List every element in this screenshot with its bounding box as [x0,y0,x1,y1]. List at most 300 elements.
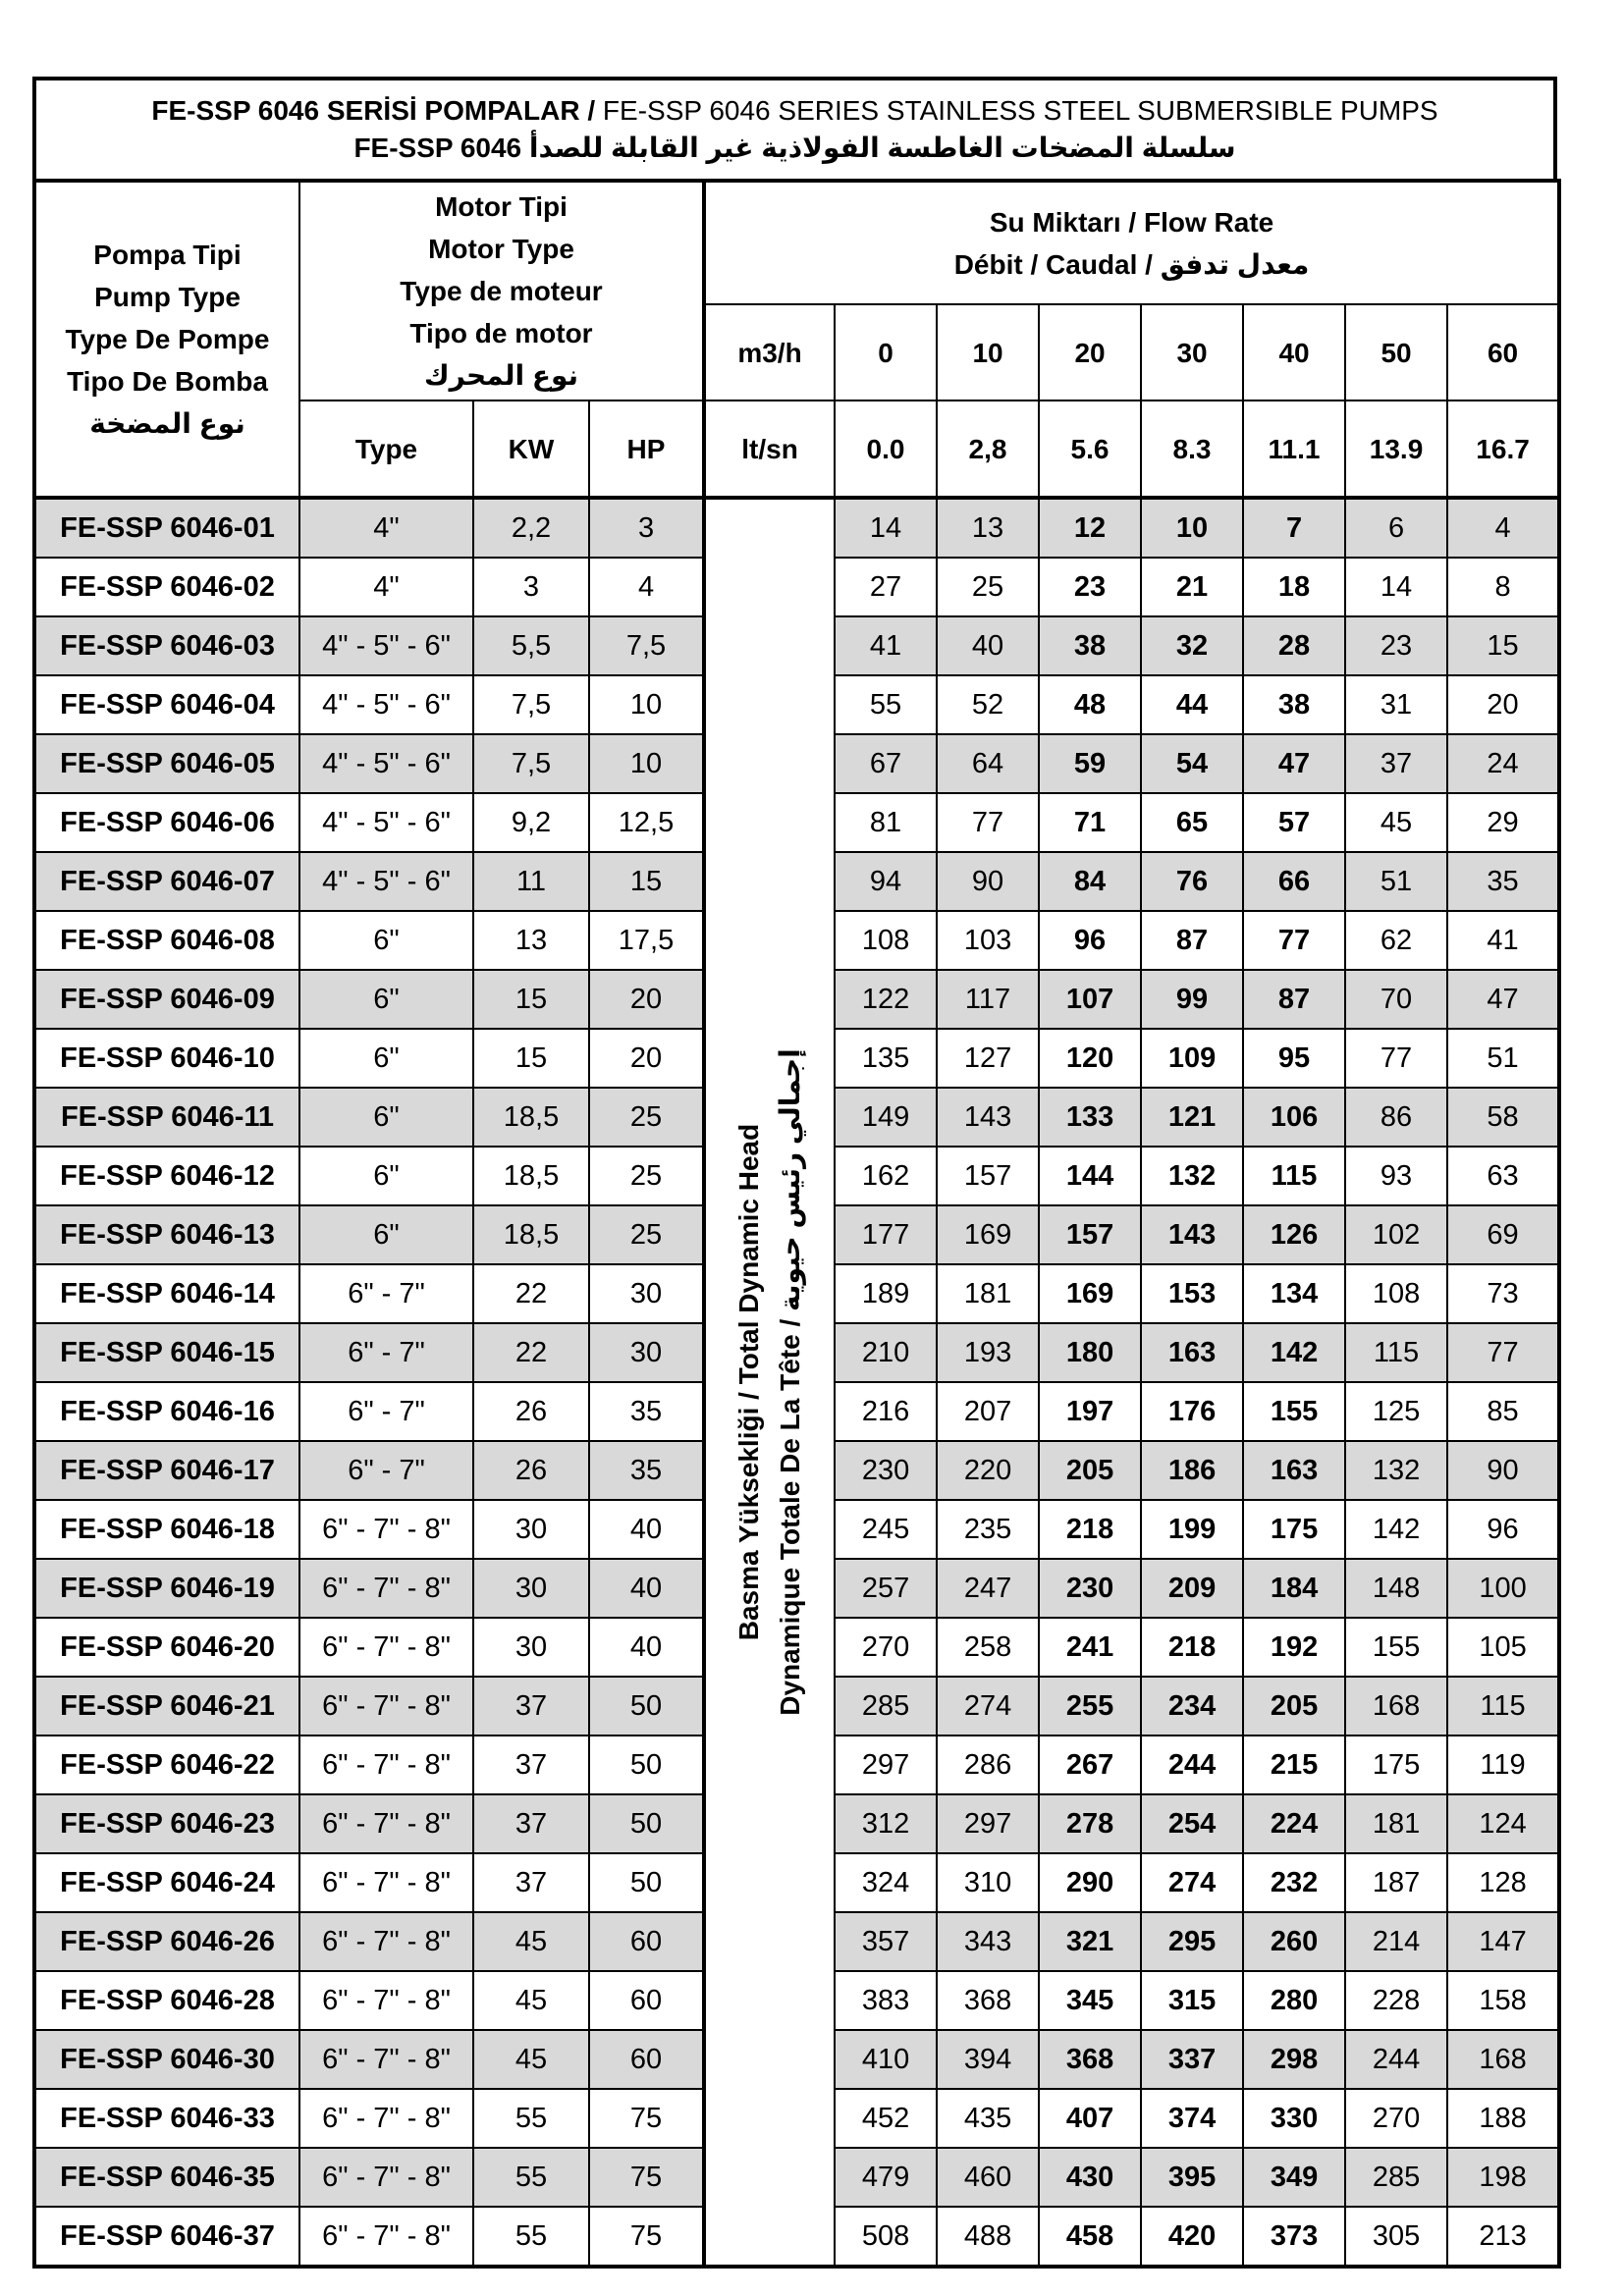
kw-cell: 18,5 [473,1205,589,1264]
flow-ltsn-value: 0.0 [835,400,937,498]
hp-cell: 50 [589,1853,704,1912]
flow-m3h-value: 10 [937,304,1039,400]
head-value-cell: 13 [937,498,1039,558]
head-value-cell: 115 [1345,1323,1447,1382]
head-value-cell: 181 [1345,1794,1447,1853]
head-value-cell: 77 [1447,1323,1559,1382]
head-value-cell: 122 [835,970,937,1029]
head-value-cell: 189 [835,1264,937,1323]
head-value-cell: 103 [937,911,1039,970]
head-value-cell: 394 [937,2030,1039,2089]
head-value-cell: 157 [1039,1205,1141,1264]
head-value-cell: 63 [1447,1147,1559,1205]
head-value-cell: 330 [1243,2089,1345,2148]
pump-model-cell: FE-SSP 6046-03 [34,616,299,675]
hp-cell: 60 [589,1971,704,2030]
head-value-cell: 337 [1141,2030,1243,2089]
head-value-cell: 119 [1447,1735,1559,1794]
kw-cell: 30 [473,1500,589,1559]
head-value-cell: 295 [1141,1912,1243,1971]
head-value-cell: 213 [1447,2207,1559,2267]
head-value-cell: 77 [937,793,1039,852]
head-value-cell: 197 [1039,1382,1141,1441]
head-value-cell: 257 [835,1559,937,1618]
head-value-cell: 163 [1141,1323,1243,1382]
head-value-cell: 121 [1141,1088,1243,1147]
motor-type-cell: 6" [299,1088,473,1147]
head-value-cell: 6 [1345,498,1447,558]
hp-cell: 25 [589,1088,704,1147]
motor-type-cell: 6" - 7" - 8" [299,1853,473,1912]
head-value-cell: 247 [937,1559,1039,1618]
head-value-cell: 94 [835,852,937,911]
head-value-cell: 255 [1039,1677,1141,1735]
pump-model-cell: FE-SSP 6046-06 [34,793,299,852]
motor-type-cell: 6" - 7" - 8" [299,2148,473,2207]
head-value-cell: 47 [1447,970,1559,1029]
head-value-cell: 285 [835,1677,937,1735]
head-value-cell: 224 [1243,1794,1345,1853]
motor-type-cell: 6" [299,970,473,1029]
head-value-cell: 48 [1039,675,1141,734]
head-value-cell: 175 [1345,1735,1447,1794]
head-value-cell: 76 [1141,852,1243,911]
head-value-cell: 368 [1039,2030,1141,2089]
head-value-cell: 77 [1243,911,1345,970]
hp-cell: 30 [589,1264,704,1323]
kw-cell: 18,5 [473,1088,589,1147]
head-value-cell: 220 [937,1441,1039,1500]
pump-model-cell: FE-SSP 6046-12 [34,1147,299,1205]
hp-cell: 35 [589,1382,704,1441]
motor-type-cell: 6" - 7" - 8" [299,1735,473,1794]
kw-cell: 55 [473,2207,589,2267]
head-value-cell: 55 [835,675,937,734]
head-value-cell: 35 [1447,852,1559,911]
motor-type-cell: 6" - 7" - 8" [299,1618,473,1677]
head-value-cell: 59 [1039,734,1141,793]
title-arabic: سلسلة المضخات الغاطسة الفولاذية غير القابلة للصدأ FE-SSP 6046 [353,133,1236,163]
head-value-cell: 234 [1141,1677,1243,1735]
head-value-cell: 297 [937,1794,1039,1853]
head-value-cell: 177 [835,1205,937,1264]
head-label-line: Basma Yüksekliği / Total Dynamic Head [733,1123,765,1641]
flow-ltsn-value: 11.1 [1243,400,1345,498]
head-value-cell: 305 [1345,2207,1447,2267]
pump-performance-table [32,179,1561,2269]
flow-m3h-value: 0 [835,304,937,400]
head-value-cell: 198 [1447,2148,1559,2207]
pump-model-cell: FE-SSP 6046-21 [34,1677,299,1735]
head-value-cell: 73 [1447,1264,1559,1323]
title-turkish: FE-SSP 6046 SERİSİ POMPALAR / [151,95,596,126]
flow-ltsn-value: 16.7 [1447,400,1559,498]
head-value-cell: 38 [1243,675,1345,734]
flow-rate-header [704,181,1559,304]
head-value-cell: 71 [1039,793,1141,852]
m3h-label: m3/h [704,304,835,400]
head-value-cell: 108 [1345,1264,1447,1323]
head-value-cell: 128 [1447,1853,1559,1912]
head-value-cell: 8 [1447,558,1559,616]
pump-type-es: Tipo De Bomba [67,366,268,397]
motor-type-header [299,181,704,400]
head-value-cell: 210 [835,1323,937,1382]
head-value-cell: 153 [1141,1264,1243,1323]
motor-type-ar: نوع المحرك [423,360,579,391]
head-value-cell: 51 [1345,852,1447,911]
motor-type-cell: 6" - 7" [299,1441,473,1500]
hp-cell: 10 [589,734,704,793]
head-value-cell: 37 [1345,734,1447,793]
head-value-cell: 205 [1243,1677,1345,1735]
pump-type-tr: Pompa Tipi [93,240,242,270]
head-value-cell: 245 [835,1500,937,1559]
head-value-cell: 218 [1141,1618,1243,1677]
head-value-cell: 181 [937,1264,1039,1323]
hp-cell: 40 [589,1500,704,1559]
motor-type-cell: 6" [299,1029,473,1088]
head-value-cell: 127 [937,1029,1039,1088]
head-value-cell: 100 [1447,1559,1559,1618]
pump-model-cell: FE-SSP 6046-01 [34,498,299,558]
motor-type-cell: 4" - 5" - 6" [299,793,473,852]
flow-m3h-value: 50 [1345,304,1447,400]
hp-cell: 4 [589,558,704,616]
head-value-cell: 20 [1447,675,1559,734]
hp-cell: 75 [589,2207,704,2267]
flow-ltsn-value: 8.3 [1141,400,1243,498]
head-value-cell: 148 [1345,1559,1447,1618]
head-value-cell: 125 [1345,1382,1447,1441]
motor-type-cell: 6" - 7" - 8" [299,1500,473,1559]
head-value-cell: 106 [1243,1088,1345,1147]
head-value-cell: 96 [1447,1500,1559,1559]
hp-cell: 50 [589,1794,704,1853]
pump-model-cell: FE-SSP 6046-37 [34,2207,299,2267]
head-value-cell: 290 [1039,1853,1141,1912]
head-value-cell: 254 [1141,1794,1243,1853]
head-value-cell: 38 [1039,616,1141,675]
pump-model-cell: FE-SSP 6046-16 [34,1382,299,1441]
motor-type-cell: 4" [299,558,473,616]
kw-cell: 22 [473,1323,589,1382]
type-header: Type [299,400,473,498]
pump-model-cell: FE-SSP 6046-30 [34,2030,299,2089]
head-value-cell: 40 [937,616,1039,675]
head-value-cell: 187 [1345,1853,1447,1912]
head-value-cell: 209 [1141,1559,1243,1618]
head-value-cell: 395 [1141,2148,1243,2207]
head-value-cell: 24 [1447,734,1559,793]
head-value-cell: 66 [1243,852,1345,911]
head-value-cell: 102 [1345,1205,1447,1264]
kw-cell: 9,2 [473,793,589,852]
head-value-cell: 85 [1447,1382,1559,1441]
head-value-cell: 286 [937,1735,1039,1794]
head-value-cell: 479 [835,2148,937,2207]
pump-model-cell: FE-SSP 6046-13 [34,1205,299,1264]
kw-cell: 26 [473,1441,589,1500]
head-value-cell: 120 [1039,1029,1141,1088]
head-value-cell: 280 [1243,1971,1345,2030]
pump-type-ar: نوع المضخة [89,408,245,439]
flow-m3h-value: 30 [1141,304,1243,400]
head-value-cell: 96 [1039,911,1141,970]
head-value-cell: 132 [1141,1147,1243,1205]
kw-cell: 45 [473,2030,589,2089]
head-label-line: Dynamique Totale De La Tête / إجمالي رئيس حيوية [775,1048,806,1716]
head-value-cell: 186 [1141,1441,1243,1500]
hp-cell: 12,5 [589,793,704,852]
hp-cell: 20 [589,970,704,1029]
pump-type-header [34,181,299,498]
head-value-cell: 169 [1039,1264,1141,1323]
hp-cell: 30 [589,1323,704,1382]
head-value-cell: 90 [937,852,1039,911]
kw-cell: 7,5 [473,734,589,793]
head-value-cell: 117 [937,970,1039,1029]
kw-cell: 37 [473,1794,589,1853]
head-value-cell: 143 [937,1088,1039,1147]
head-value-cell: 297 [835,1735,937,1794]
kw-cell: 15 [473,970,589,1029]
head-value-cell: 18 [1243,558,1345,616]
head-value-cell: 488 [937,2207,1039,2267]
pump-model-cell: FE-SSP 6046-18 [34,1500,299,1559]
kw-cell: 55 [473,2089,589,2148]
head-value-cell: 133 [1039,1088,1141,1147]
head-value-cell: 126 [1243,1205,1345,1264]
head-value-cell: 430 [1039,2148,1141,2207]
motor-type-cell: 6" - 7" - 8" [299,1971,473,2030]
head-value-cell: 205 [1039,1441,1141,1500]
kw-cell: 5,5 [473,616,589,675]
head-value-cell: 258 [937,1618,1039,1677]
kw-cell: 15 [473,1029,589,1088]
hp-cell: 15 [589,852,704,911]
head-value-cell: 158 [1447,1971,1559,2030]
kw-cell: 45 [473,1971,589,2030]
head-value-cell: 147 [1447,1912,1559,1971]
head-value-cell: 52 [937,675,1039,734]
hp-cell: 60 [589,1912,704,1971]
kw-cell: 18,5 [473,1147,589,1205]
flow-ltsn-value: 2,8 [937,400,1039,498]
hp-cell: 40 [589,1559,704,1618]
pump-model-cell: FE-SSP 6046-26 [34,1912,299,1971]
pump-model-cell: FE-SSP 6046-07 [34,852,299,911]
head-value-cell: 407 [1039,2089,1141,2148]
head-value-cell: 357 [835,1912,937,1971]
kw-cell: 45 [473,1912,589,1971]
head-value-cell: 7 [1243,498,1345,558]
head-value-cell: 41 [1447,911,1559,970]
kw-cell: 30 [473,1559,589,1618]
head-value-cell: 124 [1447,1794,1559,1853]
pump-model-cell: FE-SSP 6046-10 [34,1029,299,1088]
motor-type-cell: 6" - 7" - 8" [299,1559,473,1618]
head-value-cell: 241 [1039,1618,1141,1677]
head-value-cell: 312 [835,1794,937,1853]
pump-model-cell: FE-SSP 6046-02 [34,558,299,616]
head-value-cell: 324 [835,1853,937,1912]
head-value-cell: 23 [1039,558,1141,616]
head-value-cell: 244 [1141,1735,1243,1794]
head-value-cell: 175 [1243,1500,1345,1559]
head-value-cell: 77 [1345,1029,1447,1088]
hp-cell: 35 [589,1441,704,1500]
head-value-cell: 107 [1039,970,1141,1029]
motor-type-cell: 6" - 7" - 8" [299,1912,473,1971]
head-value-cell: 207 [937,1382,1039,1441]
head-value-cell: 14 [835,498,937,558]
head-value-cell: 260 [1243,1912,1345,1971]
motor-type-cell: 4" [299,498,473,558]
head-value-cell: 23 [1345,616,1447,675]
head-value-cell: 321 [1039,1912,1141,1971]
head-value-cell: 115 [1447,1677,1559,1735]
hp-cell: 75 [589,2148,704,2207]
head-value-cell: 193 [937,1323,1039,1382]
head-value-cell: 51 [1447,1029,1559,1088]
flow-ltsn-value: 13.9 [1345,400,1447,498]
hp-cell: 17,5 [589,911,704,970]
head-value-cell: 267 [1039,1735,1141,1794]
head-value-cell: 84 [1039,852,1141,911]
head-value-cell: 184 [1243,1559,1345,1618]
head-value-cell: 10 [1141,498,1243,558]
motor-type-cell: 6" [299,1205,473,1264]
kw-cell: 2,2 [473,498,589,558]
head-value-cell: 87 [1243,970,1345,1029]
head-value-cell: 142 [1345,1500,1447,1559]
head-value-cell: 452 [835,2089,937,2148]
head-value-cell: 41 [835,616,937,675]
head-value-cell: 274 [937,1677,1039,1735]
head-value-cell: 143 [1141,1205,1243,1264]
head-value-cell: 373 [1243,2207,1345,2267]
kw-cell: 13 [473,911,589,970]
head-value-cell: 54 [1141,734,1243,793]
hp-header: HP [589,400,704,498]
ltsn-label: lt/sn [704,400,835,498]
pump-model-cell: FE-SSP 6046-20 [34,1618,299,1677]
flow-m3h-value: 40 [1243,304,1345,400]
head-value-cell: 144 [1039,1147,1141,1205]
head-value-cell: 142 [1243,1323,1345,1382]
head-value-cell: 410 [835,2030,937,2089]
kw-cell: 37 [473,1735,589,1794]
head-value-cell: 21 [1141,558,1243,616]
hp-cell: 25 [589,1147,704,1205]
hp-cell: 50 [589,1735,704,1794]
kw-cell: 37 [473,1853,589,1912]
pump-model-cell: FE-SSP 6046-08 [34,911,299,970]
head-value-cell: 58 [1447,1088,1559,1147]
head-value-cell: 99 [1141,970,1243,1029]
head-value-cell: 108 [835,911,937,970]
head-value-cell: 460 [937,2148,1039,2207]
head-value-cell: 168 [1345,1677,1447,1735]
head-value-cell: 180 [1039,1323,1141,1382]
motor-type-en: Motor Type [428,234,574,264]
head-value-cell: 383 [835,1971,937,2030]
head-value-cell: 62 [1345,911,1447,970]
pump-model-cell: FE-SSP 6046-11 [34,1088,299,1147]
kw-cell: 22 [473,1264,589,1323]
head-value-cell: 65 [1141,793,1243,852]
head-value-cell: 168 [1447,2030,1559,2089]
head-value-cell: 218 [1039,1500,1141,1559]
pump-model-cell: FE-SSP 6046-05 [34,734,299,793]
hp-cell: 10 [589,675,704,734]
hp-cell: 20 [589,1029,704,1088]
head-value-cell: 134 [1243,1264,1345,1323]
motor-type-cell: 4" - 5" - 6" [299,852,473,911]
flow-ltsn-value: 5.6 [1039,400,1141,498]
pump-type-en: Pump Type [94,282,241,312]
head-value-cell: 274 [1141,1853,1243,1912]
hp-cell: 25 [589,1205,704,1264]
motor-type-cell: 6" [299,911,473,970]
head-value-cell: 163 [1243,1441,1345,1500]
head-value-cell: 230 [1039,1559,1141,1618]
head-value-cell: 216 [835,1382,937,1441]
flow-m3h-value: 60 [1447,304,1559,400]
pump-model-cell: FE-SSP 6046-22 [34,1735,299,1794]
motor-type-cell: 6" - 7" - 8" [299,2207,473,2267]
head-value-cell: 176 [1141,1382,1243,1441]
head-value-cell: 215 [1243,1735,1345,1794]
motor-type-cell: 4" - 5" - 6" [299,616,473,675]
kw-cell: 11 [473,852,589,911]
head-value-cell: 285 [1345,2148,1447,2207]
motor-type-es: Tipo de motor [409,318,593,348]
head-value-cell: 32 [1141,616,1243,675]
pump-type-fr: Type De Pompe [65,324,270,354]
head-value-cell: 67 [835,734,937,793]
motor-type-cell: 6" [299,1147,473,1205]
head-value-cell: 420 [1141,2207,1243,2267]
hp-cell: 50 [589,1677,704,1735]
head-value-cell: 155 [1243,1382,1345,1441]
head-value-cell: 508 [835,2207,937,2267]
head-value-cell: 12 [1039,498,1141,558]
head-label-rotated [729,1048,811,1716]
motor-type-cell: 6" - 7" - 8" [299,2089,473,2148]
head-value-cell: 188 [1447,2089,1559,2148]
hp-cell: 60 [589,2030,704,2089]
head-value-cell: 29 [1447,793,1559,852]
hp-cell: 75 [589,2089,704,2148]
head-value-cell: 235 [937,1500,1039,1559]
head-value-cell: 199 [1141,1500,1243,1559]
motor-type-cell: 6" - 7" [299,1264,473,1323]
kw-cell: 26 [473,1382,589,1441]
head-value-cell: 86 [1345,1088,1447,1147]
head-value-cell: 244 [1345,2030,1447,2089]
head-value-cell: 270 [835,1618,937,1677]
head-value-cell: 345 [1039,1971,1141,2030]
head-value-cell: 458 [1039,2207,1141,2267]
motor-type-fr: Type de moteur [400,276,603,306]
pump-model-cell: FE-SSP 6046-14 [34,1264,299,1323]
kw-cell: 37 [473,1677,589,1735]
head-value-cell: 149 [835,1088,937,1147]
head-value-cell: 310 [937,1853,1039,1912]
head-value-cell: 64 [937,734,1039,793]
